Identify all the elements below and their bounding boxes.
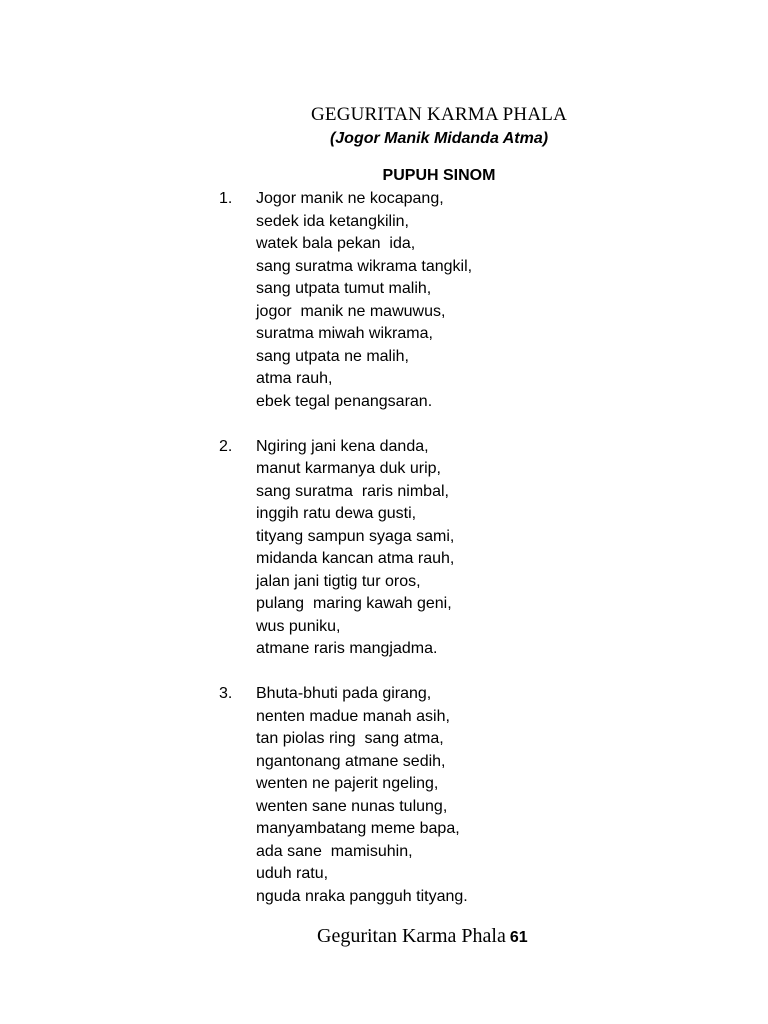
verse-line: manyambatang meme bapa, [256,820,460,837]
verse-line: inggih ratu dewa gusti, [256,505,417,522]
verse-line: suratma miwah wikrama, [256,325,433,342]
verse-line: atma rauh, [256,370,333,387]
stanza-3 [219,683,739,908]
verse-line: sang utpata ne malih, [256,347,409,365]
verse-line: manut karmanya duk urip, [256,460,441,477]
verse-line: midanda kancan atma rauh, [256,550,455,567]
document-title: GEGURITAN KARMA PHALA [310,104,567,125]
verse-line: tan piolas ring sang atma, [256,730,444,747]
verse-line: watek bala pekan ida, [256,235,416,252]
verse-line: atmane raris mangjadma. [256,640,438,657]
verse-line: tityang sampun syaga sami, [256,527,455,545]
stanza-number: 3. [219,685,233,702]
verse-line: sang suratma raris nimbal, [256,482,449,500]
document-subtitle: (Jogor Manik Midanda Atma) [329,130,549,147]
verse-line: wenten ne pajerit ngeling, [256,775,439,792]
page-footer [317,924,528,950]
verse-line: sang suratma wikrama tangkil, [256,257,473,275]
verse-line: ebek tegal penangsaran. [256,392,433,410]
stanza-lines [256,188,739,413]
verse-line: Ngiring jani kena danda, [256,437,429,455]
section-heading: PUPUH SINOM [382,167,496,184]
verse-line: nguda nraka pangguh tityang. [256,887,468,905]
verse-line: uduh ratu, [256,865,329,882]
verse-line: wus puniku, [256,617,341,635]
stanza-list [219,188,739,908]
verse-line: wenten sane nunas tulung, [256,797,448,815]
verse-line: jogor manik ne mawuwus, [256,302,446,320]
stanza-1 [219,188,739,413]
footer-book-title: Geguritan Karma Phala [317,925,506,947]
verse-line: Jogor manik ne kocapang, [256,190,444,207]
verse-line: sedek ida ketangkilin, [256,212,409,230]
page-number: 61 [509,929,528,946]
verse-line: ada sane mamisuhin, [256,842,413,860]
verse-line: sang utpata tumut malih, [256,280,432,297]
verse-line: ngantonang atmane sedih, [256,752,446,770]
stanza-lines [256,436,739,661]
verse-line: Bhuta-bhuti pada girang, [256,685,432,702]
verse-line: nenten madue manah asih, [256,707,450,725]
stanza-number: 1. [219,190,233,207]
stanza-2 [219,436,739,661]
verse-line: jalan jani tigtig tur oros, [256,572,421,590]
stanza-number: 2. [219,437,233,455]
verse-line: pulang maring kawah geni, [256,595,452,612]
stanza-lines [256,683,739,908]
